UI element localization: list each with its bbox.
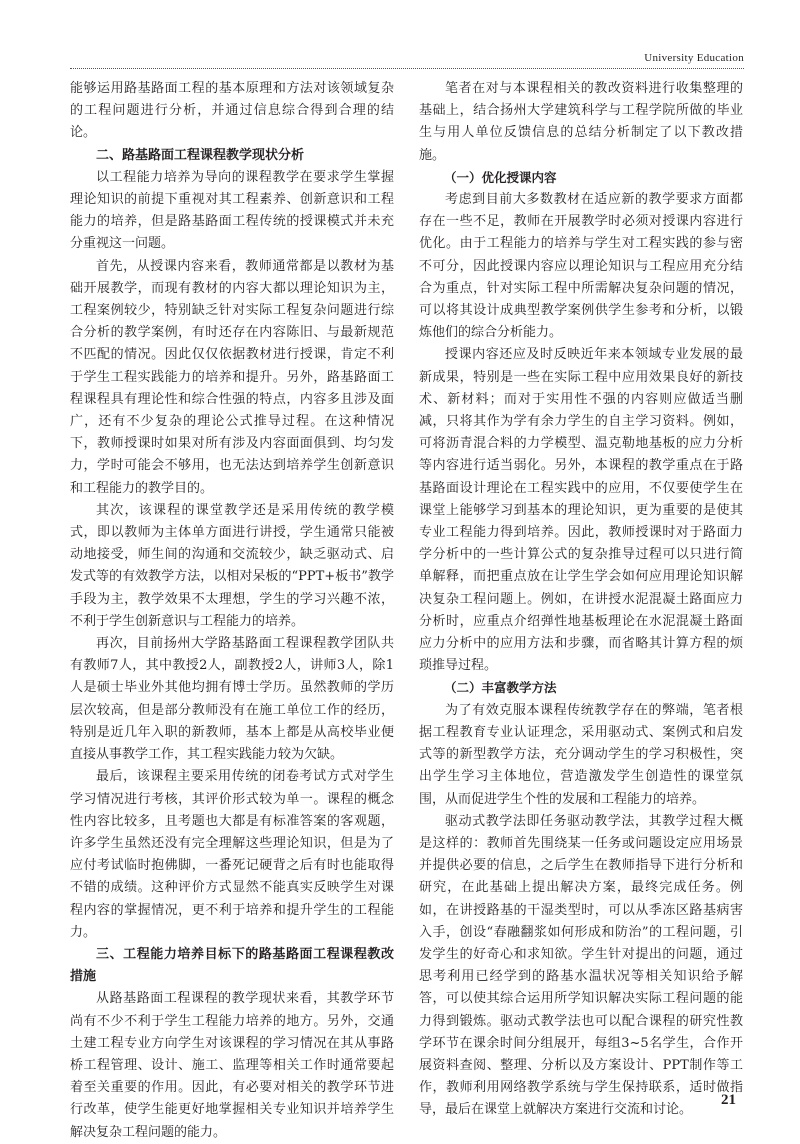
- page-number: 21: [721, 1092, 736, 1108]
- paragraph: 从路基路面工程课程的教学现状来看，其教学环节尚有不少不利于学生工程能力培养的地方。另外，交通土建工程专业方向学生对该课程的学习情况在其从事路桥工程管理、设计、施工、监理等相关工作时通常要起着至关重要的作用。因此，有必要对相关的教学环节进行改革，使学生能更好地掌握相关专业知识并培养学生解决复杂工程问题的能力。: [70, 991, 394, 1140]
- subsection-heading-1: （一）优化授课内容: [444, 169, 557, 185]
- paragraph: 授课内容还应及时反映近年来本领域专业发展的最新成果，特别是一些在实际工程中应用效果良好的新技术、新材料；而对于实用性不强的内容则应做适当删减，只将其作为学有余力学生的自主学习资料。例如，可将沥青混合料的力学模型、温克勒地基板的应力分析等内容进行适当弱化。另外，本课程的教学重点在于路基路面设计理论在工程实践中的应用，不仅要使学生在课堂上能够学习到基本的理论知识，更为重要的是使其专业工程能力得到培养。因此，教师授课时对于路面力学分析中的一些计算公式的复杂推导过程可以只进行简单解释，而把重点放在让学生学会如何应用理论知识解决复杂工程问题上。例如，在讲授水泥混凝土路面应力分析时，应重点介绍弹性地基板理论在水泥混凝土路面应力分析中的应用方法和步骤，而省略其计算方程的烦琐推导过程。: [419, 347, 743, 674]
- subsection-heading-2: （二）丰富教学方法: [444, 680, 557, 696]
- right-column: [419, 78, 743, 1122]
- paragraph: 驱动式教学法即任务驱动教学法，其教学过程大概是这样的：教师首先围绕某一任务或问题设定应用场景并提供必要的信息，之后学生在教师指导下进行分析和研究，在此基础上提出解决方案，最终完成任务。例如，在讲授路基的干湿类型时，可以从季冻区路基病害入手，创设“春融翻浆如何形成和防治”的工程问题，引发学生的好奇心和求知欲。学生针对提出的问题，通过思考利用已经学到的路基水温状况等相关知识给予解答，可以使其综合运用所学知识解决实际工程问题的能力得到锻炼。驱动式教学法也可以配合课程的研究性教学环节在课余时间分组展开，每组3~5名学生，合作开展资料查阅、整理、分析以及方案设计、PPT制作等工作，教师利用网络教学系统与学生保持联系，适时做指导，最后在课堂上就解决方案进行交流和讨论。: [419, 813, 743, 1118]
- paragraph-continued: 能够运用路基路面工程的基本原理和方法对该领域复杂的工程问题进行分析，并通过信息综合得到合理的结论。: [70, 81, 394, 141]
- paragraph: 笔者在对与本课程相关的教改资料进行收集整理的基础上，结合扬州大学建筑科学与工程学院所做的毕业生与用人单位反馈信息的总结分析制定了以下教改措施。: [419, 81, 743, 163]
- section-heading-3: 三、工程能力培养目标下的路基路面工程课程教改措施: [70, 946, 394, 985]
- paragraph: 最后，该课程主要采用传统的闭卷考试方式对学生学习情况进行考核，其评价形式较为单一。课程的概念性内容比较多，且考题也大都是有标准答案的客观题，许多学生虽然还没有完全理解这些理论知识，但是为了应付考试临时抱佛脚，一番死记硬背之后有时也能取得不错的成绩。这种评价方式显然不能真实反映学生对课程内容的掌握情况，更不利于培养和提升学生的工程能力。: [70, 769, 394, 940]
- paragraph: 以工程能力培养为导向的课程教学在要求学生掌握理论知识的前提下重视对其工程素养、创新意识和工程能力的培养，但是路基路面工程传统的授课模式并未充分重视这一问题。: [70, 169, 394, 252]
- journal-header: University Education: [644, 52, 744, 64]
- paragraph: 为了有效克服本课程传统教学存在的弊端，笔者根据工程教育专业认证理念，采用驱动式、案例式和启发式等的新型教学方法，充分调动学生的学习积极性，突出学生学习主体地位，营造激发学生创造性的课堂氛围，从而促进学生个性的发展和工程能力的培养。: [419, 702, 743, 807]
- section-heading-2: 二、路基路面工程课程教学现状分析: [96, 147, 305, 163]
- header-divider: [70, 68, 744, 69]
- paragraph: 考虑到目前大多数教材在适应新的教学要求方面都存在一些不足，教师在开展教学时必须对授课内容进行优化。由于工程能力的培养与学生对工程实践的参与密不可分，因此授课内容应以理论知识与工程应用充分结合为重点，针对实际工程中所需解决复杂问题的情况，可以将其设计成典型教学案例供学生参考和分析，以锻炼他们的综合分析能力。: [419, 192, 743, 341]
- paragraph: 其次，该课程的课堂教学还是采用传统的教学模式，即以教师为主体单方面进行讲授，学生通常只能被动地接受，师生间的沟通和交流较少，缺乏驱动式、启发式等的有效教学方法，以相对呆板的“PPT+板书”教学手段为主，教学效果不太理想，学生的学习兴趣不浓，不利于学生创新意识与工程能力的培养。: [70, 502, 394, 629]
- left-column: [70, 78, 394, 1144]
- paragraph: 首先，从授课内容来看，教师通常都是以教材为基础开展教学，而现有教材的内容大都以理论知识为主，工程案例较少，特别缺乏针对实际工程复杂问题进行综合分析的教学案例，有时还存在内容陈旧、与最新规范不匹配的情况。因此仅仅依据教材进行授课，肯定不利于学生工程实践能力的培养和提升。另外，路基路面工程课程具有理论性和综合性强的特点，内容多且涉及面广，还有不少复杂的理论公式推导过程。在这种情况下，教师授课时如果对所有涉及内容面面俱到、均匀发力，学时可能会不够用，也无法达到培养学生创新意识和工程能力的教学目的。: [70, 258, 394, 496]
- paragraph: 再次，目前扬州大学路基路面工程课程教学团队共有教师7人，其中教授2人，副教授2人，讲师3人，除1人是硕士毕业外其他均拥有博士学历。虽然教师的学历层次较高，但是部分教师没有在施工单位工作的经历，特别是近几年入职的新教师，基本上都是从高校毕业便直接从事教学工作，其工程实践能力较为欠缺。: [70, 636, 394, 763]
